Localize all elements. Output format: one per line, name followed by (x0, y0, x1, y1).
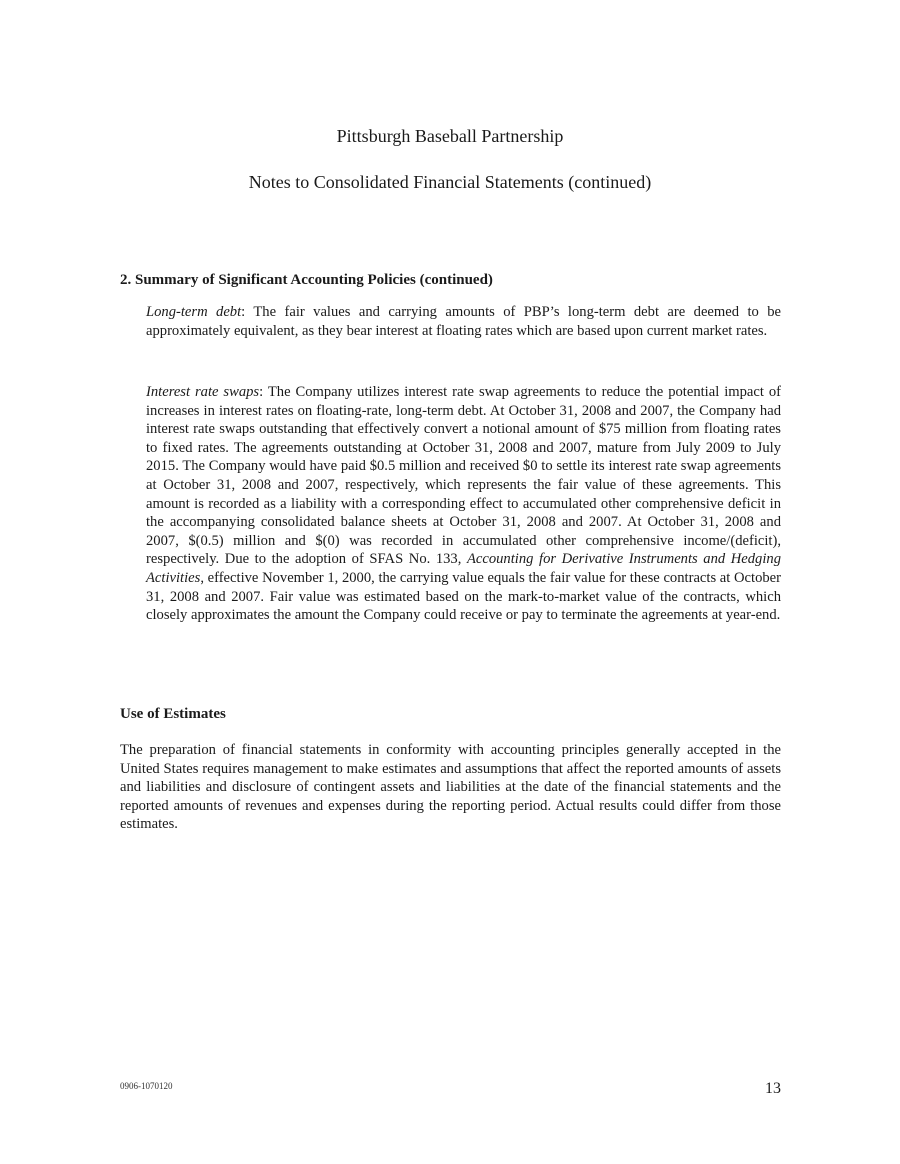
organization-name: Pittsburgh Baseball Partnership (336, 126, 564, 146)
long-term-debt-label: Long-term debt (146, 304, 242, 320)
use-of-estimates-heading: Use of Estimates (120, 706, 226, 722)
long-term-debt-text: : The fair values and carrying amounts of PBP’s long-term debt are deemed to be approximately equivalent, as they bear interest at floating rates which are based upon current market rates. (146, 304, 781, 339)
interest-rate-swaps-text-2: , effective November 1, 2000, the carrying value equals the fair value for these contracts at October 31, 2008 and 2007. Fair value was estimated based on the mark-to-market value of the contracts, which closely approximates the amount the Company could receive or pay to terminate the agreements at year-end. (146, 569, 781, 624)
interest-rate-swaps-label: Interest rate swaps (146, 384, 260, 400)
interest-rate-swaps-text-1: : The Company utilizes interest rate swap agreements to reduce the potential impact of increases in interest rates on floating-rate, long-term debt. At October 31, 2008 and 2007, the Company had interest rate swaps outstanding that effectively convert a notional amount of $75 million from floating rates to fixed rates. The agreements outstanding at October 31, 2008 and 2007, mature from July 2009 to July 2015. The Company would have paid $0.5 million and received $0 to settle its interest rate swap agreements at October 31, 2008 and 2007, respectively, which represents the fair value of these agreements. This amount is recorded as a liability with a corresponding effect to accumulated other comprehensive deficit in the accompanying consolidated balance sheets at October 31, 2008 and 2007. At October 31, 2008 and 2007, $(0.5) million and $(0) was recorded in accumulated other comprehensive income/(deficit), respectively. Due to the adoption of SFAS No. 133, (146, 384, 782, 568)
use-of-estimates-paragraph: The preparation of financial statements in conformity with accounting principles generally accepted in the United States requires management to make estimates and assumptions that affect the reported amounts of assets and liabilities and disclosure of contingent assets and liabilities at the date of the financial statements and the reported amounts of revenues and expenses during the reporting period. Actual results could differ from those estimates. (120, 742, 781, 833)
interest-rate-swaps-paragraph (146, 383, 781, 625)
section-heading: 2. Summary of Significant Accounting Policies (continued) (120, 272, 493, 288)
document-title: Notes to Consolidated Financial Statements (continued) (248, 172, 652, 192)
standard-title: Accounting for Derivative Instruments and Hedging Activities (146, 551, 782, 586)
long-term-debt-paragraph (146, 303, 781, 340)
document-id: 0906-1070120 (120, 1081, 173, 1091)
page-number: 13 (765, 1080, 781, 1097)
